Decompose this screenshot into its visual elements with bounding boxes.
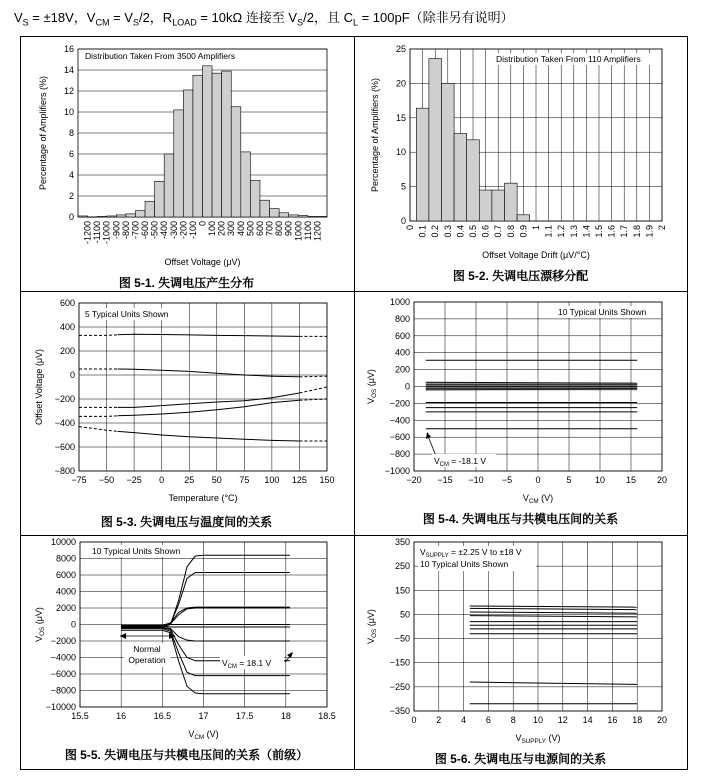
y-tick-label: 600 — [59, 298, 75, 308]
y-tick-label: 1000 — [389, 297, 410, 307]
histogram-bar — [203, 66, 213, 217]
y-tick-label: −600 — [389, 432, 410, 443]
y-tick-label: 16 — [63, 44, 74, 54]
chart-annotation: Distribution Taken From 3500 Amplifiers — [85, 51, 236, 61]
histogram-bar — [467, 140, 480, 221]
x-tick-label: 0 — [411, 715, 417, 725]
x-tick-label: 18 — [280, 711, 291, 721]
y-tick-label: 4 — [68, 170, 74, 180]
chart-annotation: 10 Typical Units Shown — [92, 546, 181, 556]
histogram-bar — [78, 216, 88, 217]
caption-fig54: 图 5-4. 失调电压与共模电压间的关系 — [422, 512, 619, 526]
y-tick-label: 10000 — [50, 537, 76, 547]
x-tick-label: 6 — [485, 715, 491, 725]
y-tick-label: −150 — [389, 657, 410, 668]
x-tick-label: 20 — [656, 715, 668, 725]
x-tick-label: −5 — [501, 475, 513, 485]
x-tick-label: -100 — [187, 221, 198, 240]
x-tick-label: 0.6 — [480, 225, 491, 238]
x-tick-label: 1 — [531, 225, 541, 231]
histogram-bar — [107, 216, 117, 217]
x-tick-label: 0.7 — [493, 225, 504, 238]
y-tick-label: 12 — [63, 86, 74, 96]
y-tick-label: 10 — [63, 107, 74, 117]
x-tick-label: −25 — [126, 475, 142, 485]
series-line-u1 — [121, 555, 290, 627]
y-axis-label: Offset Voltage (μV) — [34, 348, 44, 426]
y-tick-label: 0 — [404, 381, 410, 392]
chart-annotation-2: 10 Typical Units Shown — [420, 559, 509, 569]
caption-fig56: 图 5-6. 失调电压与电源间的关系 — [434, 752, 607, 766]
y-tick-label: 50 — [399, 609, 410, 620]
histogram-bar — [116, 215, 126, 217]
y-tick-label: 20 — [395, 78, 406, 89]
y-tick-label: −250 — [389, 681, 410, 692]
chart-annotation: $V_{SUPPLY} = \pm 2.25$ V to ±18 V — [420, 547, 522, 559]
chart-fig52 — [370, 44, 667, 260]
y-tick-label: −200 — [54, 394, 75, 404]
series-line-u1 — [118, 334, 300, 336]
x-tick-label: 300 — [226, 221, 237, 237]
x-tick-label: 0 — [159, 475, 165, 485]
x-tick-label: 400 — [235, 220, 246, 237]
y-tick-label: 0 — [70, 619, 76, 630]
x-tick-label: −75 — [71, 475, 87, 485]
y-tick-label: 6 — [68, 149, 74, 159]
histogram-bar — [135, 211, 145, 217]
x-tick-label: 0.1 — [417, 225, 428, 238]
x-tick-label: 2 — [436, 715, 442, 725]
y-tick-label: 150 — [394, 585, 410, 596]
x-tick-label: 20 — [656, 475, 668, 485]
x-tick-label: 900 — [283, 221, 294, 237]
y-tick-label: 4000 — [55, 586, 76, 597]
x-tick-label: 1000 — [293, 221, 304, 242]
series-line-u4 — [470, 616, 637, 617]
y-tick-label: −400 — [54, 418, 75, 428]
x-tick-label: 0 — [405, 225, 415, 231]
y-tick-label: −2000 — [50, 636, 76, 646]
x-tick-label: 0.9 — [518, 225, 529, 238]
series-line-u3 — [121, 607, 290, 625]
x-tick-label: 0.8 — [505, 225, 516, 238]
x-tick-label: 10 — [594, 475, 606, 485]
histogram-bar — [454, 134, 467, 221]
series-line-u3 — [299, 387, 327, 393]
y-tick-label: 250 — [394, 561, 410, 572]
x-tick-label: 600 — [254, 221, 265, 237]
y-tick-label: −800 — [389, 449, 410, 460]
y-tick-label: −4000 — [50, 652, 76, 663]
y-axis-label: $V_{OS}$ (μV) — [366, 609, 378, 644]
histogram-bar — [505, 183, 518, 221]
y-tick-label: 350 — [394, 537, 410, 547]
histogram-bar — [145, 201, 155, 217]
x-tick-label: 1.6 — [606, 225, 617, 238]
chart-fig56 — [366, 537, 667, 745]
x-tick-label: 0.2 — [430, 225, 441, 238]
x-axis-label: Offset Voltage (μV) — [164, 257, 241, 267]
caption-fig53: 图 5-3. 失调电压与温度间的关系 — [100, 515, 273, 529]
y-axis-label: $V_{OS}$ (μV) — [34, 607, 46, 642]
y-tick-label: 5 — [400, 181, 406, 192]
x-tick-label: −50 — [98, 475, 115, 485]
x-tick-label: 75 — [239, 475, 250, 485]
series-line-u2 — [121, 573, 290, 627]
x-tick-label: 200 — [216, 221, 227, 237]
y-axis-label: $V_{OS}$ (μV) — [366, 369, 378, 404]
histogram-bar — [212, 73, 222, 217]
y-tick-label: 0 — [68, 212, 74, 222]
histogram-bar — [164, 154, 174, 217]
histogram-bar — [231, 107, 241, 217]
x-tick-label: 100 — [264, 475, 280, 485]
y-tick-label: 2 — [68, 191, 74, 201]
y-tick-label: −1000 — [384, 466, 410, 476]
y-tick-label: 6000 — [55, 570, 76, 580]
y-tick-label: 400 — [59, 322, 75, 332]
x-tick-label: 500 — [245, 221, 256, 237]
conditions-header: $V_S = \pm 18V$，$V_{CM} = V_S/2$，$R_{LOAD} = 10k\Omega$ 连接至 $V_S/2$，且 $C_L = 100pF$（除非另有说明） — [14, 10, 514, 28]
x-axis-label: Temperature (°C) — [168, 493, 238, 503]
x-tick-label: 0.5 — [468, 225, 478, 238]
chart-fig55 — [34, 537, 336, 741]
x-tick-label: 17 — [198, 711, 209, 721]
series-line-u5 — [79, 427, 118, 432]
x-tick-label: 0.4 — [455, 225, 466, 238]
y-axis-label: Percentage of Amplifiers (%) — [38, 75, 48, 191]
histogram-bar — [317, 216, 327, 217]
x-tick-label: 8 — [510, 715, 516, 725]
x-tick-label: 5 — [566, 475, 572, 485]
x-tick-label: 1.2 — [556, 225, 567, 238]
x-tick-label: 800 — [274, 221, 285, 237]
histogram-bar — [270, 209, 280, 217]
y-tick-label: 14 — [63, 65, 74, 75]
histogram-bar — [222, 71, 232, 217]
series-line-u4 — [121, 608, 290, 625]
histogram-bar — [155, 181, 165, 217]
y-tick-label: −800 — [54, 466, 75, 476]
y-tick-label: −400 — [389, 415, 410, 426]
x-tick-label: 0 — [197, 221, 208, 227]
y-tick-label: −6000 — [50, 669, 76, 679]
x-tick-label: 18 — [632, 715, 643, 725]
x-tick-label: 18.5 — [318, 711, 336, 721]
x-tick-label: 10 — [532, 715, 544, 725]
caption-fig51: 图 5-1. 失调电压产生分布 — [118, 276, 255, 290]
y-tick-label: 8000 — [55, 553, 76, 564]
chart-annotation: Distribution Taken From 110 Amplifiers — [496, 54, 641, 64]
series-line-u1 — [470, 606, 637, 607]
y-tick-label: −50 — [394, 633, 410, 644]
x-tick-label: 1.5 — [594, 225, 604, 238]
callout-operation: Operation — [128, 655, 166, 665]
series-line-u9 — [470, 682, 637, 684]
chart-annotation: 10 Typical Units Shown — [558, 307, 647, 317]
histogram-bar — [416, 108, 429, 221]
y-tick-label: 400 — [394, 347, 410, 358]
x-tick-label: 150 — [319, 475, 335, 485]
y-tick-label: −600 — [54, 442, 75, 452]
callout-normal: Normal — [133, 644, 161, 654]
x-tick-label: 50 — [211, 475, 222, 485]
x-tick-label: 1100 — [302, 221, 313, 241]
x-tick-label: 1200 — [312, 221, 323, 242]
x-tick-label: 1.9 — [644, 225, 655, 238]
series-line-u2 — [470, 608, 637, 609]
y-tick-label: 800 — [394, 313, 410, 324]
x-tick-label: 14 — [582, 715, 593, 725]
x-tick-label: 1.8 — [631, 225, 642, 238]
x-tick-label: 1.1 — [543, 225, 554, 238]
x-tick-label: 12 — [557, 715, 568, 725]
x-axis-label: $V_{CM}$ (V) — [522, 493, 554, 505]
chart-fig54 — [366, 297, 667, 505]
chart-fig51 — [38, 44, 327, 267]
y-tick-label: −10000 — [45, 702, 76, 712]
x-tick-label: 17.5 — [235, 711, 254, 721]
x-tick-label: 100 — [207, 221, 218, 237]
histogram-bar — [97, 216, 107, 217]
callout-vcm: $V_{CM} = 18.1$ V — [222, 658, 272, 670]
y-tick-label: 600 — [394, 330, 410, 341]
histogram-bar — [429, 59, 442, 221]
x-axis-label: $V_{SUPPLY}$ (V) — [515, 733, 561, 745]
series-line-u2 — [299, 376, 327, 377]
histogram-bar — [250, 180, 260, 217]
x-tick-label: 700 — [264, 221, 275, 237]
y-tick-label: 15 — [395, 112, 406, 123]
dense-trace-band — [426, 383, 637, 391]
x-tick-label: 125 — [291, 475, 307, 485]
callout-arrowhead — [426, 432, 431, 439]
x-tick-label: −15 — [437, 475, 453, 485]
histogram-bar — [193, 75, 203, 217]
x-tick-label: 0.3 — [442, 225, 453, 238]
callout-arrowhead — [287, 652, 293, 658]
y-tick-label: 0 — [69, 370, 75, 380]
histogram-bar — [174, 110, 184, 217]
caption-fig52: 图 5-2. 失调电压漂移分配 — [452, 269, 589, 283]
series-line-u3 — [118, 393, 300, 407]
chart-annotation: 5 Typical Units Shown — [85, 309, 169, 319]
y-axis-label: Percentage of Amplifiers (%) — [370, 77, 380, 193]
histogram-bar — [241, 152, 251, 217]
normal-op-arrowhead-left — [120, 633, 126, 639]
series-line-u2 — [118, 369, 300, 377]
y-tick-label: 200 — [394, 364, 410, 375]
x-tick-label: -600 — [140, 221, 151, 240]
x-tick-label: 1.4 — [581, 225, 592, 238]
series-line-u5 — [118, 431, 300, 441]
x-tick-label: 1.3 — [568, 225, 579, 238]
callout-vcm: $V_{CM} = -18.1$ V — [434, 456, 486, 468]
x-tick-label: 4 — [461, 715, 467, 725]
callout-arrow — [428, 436, 436, 456]
x-axis-label: Offset Voltage Drift (μV/°C) — [482, 250, 590, 260]
x-tick-label: 1.7 — [619, 225, 630, 238]
x-tick-label: 15 — [625, 475, 637, 485]
y-tick-label: 0 — [400, 216, 406, 226]
x-tick-label: -400 — [159, 221, 170, 240]
x-axis-label: $V_{CM}$ (V) — [188, 729, 219, 741]
series-line-u3 — [470, 612, 637, 613]
histogram-bar — [298, 215, 308, 217]
x-tick-label: -300 — [168, 221, 179, 240]
histogram-bar — [492, 190, 505, 221]
histogram-bar — [479, 190, 492, 221]
histogram-bar — [517, 215, 530, 221]
y-tick-label: 200 — [59, 346, 75, 356]
series-line-u1 — [79, 335, 118, 336]
x-tick-label: -1000 — [101, 221, 112, 245]
x-tick-label: −10 — [468, 475, 484, 485]
x-tick-label: -800 — [120, 221, 131, 240]
histogram-bar — [183, 90, 193, 217]
chart-fig53 — [34, 298, 335, 503]
histogram-bar — [279, 213, 289, 217]
histogram-bar — [260, 200, 270, 217]
y-tick-label: 25 — [395, 44, 406, 54]
x-tick-label: -1200 — [82, 221, 93, 245]
series-line-u4 — [79, 416, 118, 417]
y-tick-label: −8000 — [50, 685, 76, 696]
x-tick-label: -900 — [111, 221, 122, 240]
histogram-bar — [442, 83, 455, 221]
y-tick-label: −350 — [389, 706, 410, 716]
plot-frame — [79, 303, 327, 471]
x-tick-label: 16.5 — [153, 711, 172, 721]
x-tick-label: 15.5 — [71, 711, 89, 721]
x-tick-label: 16 — [607, 715, 618, 725]
y-tick-label: −200 — [389, 398, 410, 409]
x-tick-label: 16 — [116, 711, 127, 721]
x-tick-label: -200 — [178, 221, 189, 240]
x-tick-label: 2 — [657, 225, 667, 231]
y-tick-label: 10 — [395, 147, 406, 158]
caption-fig55: 图 5-5. 失调电压与共模电压间的关系（前级） — [64, 748, 309, 762]
x-tick-label: 25 — [184, 475, 195, 485]
x-tick-label: −20 — [406, 475, 422, 485]
y-tick-label: 8 — [68, 128, 74, 138]
x-tick-label: 0 — [535, 475, 541, 485]
x-tick-label: -1100 — [92, 221, 103, 244]
y-tick-label: 2000 — [55, 603, 76, 613]
histogram-bar — [289, 215, 299, 217]
x-tick-label: -700 — [130, 221, 141, 240]
x-tick-label: -500 — [149, 221, 160, 240]
histogram-bar — [126, 214, 136, 217]
histogram-bar — [308, 216, 318, 217]
